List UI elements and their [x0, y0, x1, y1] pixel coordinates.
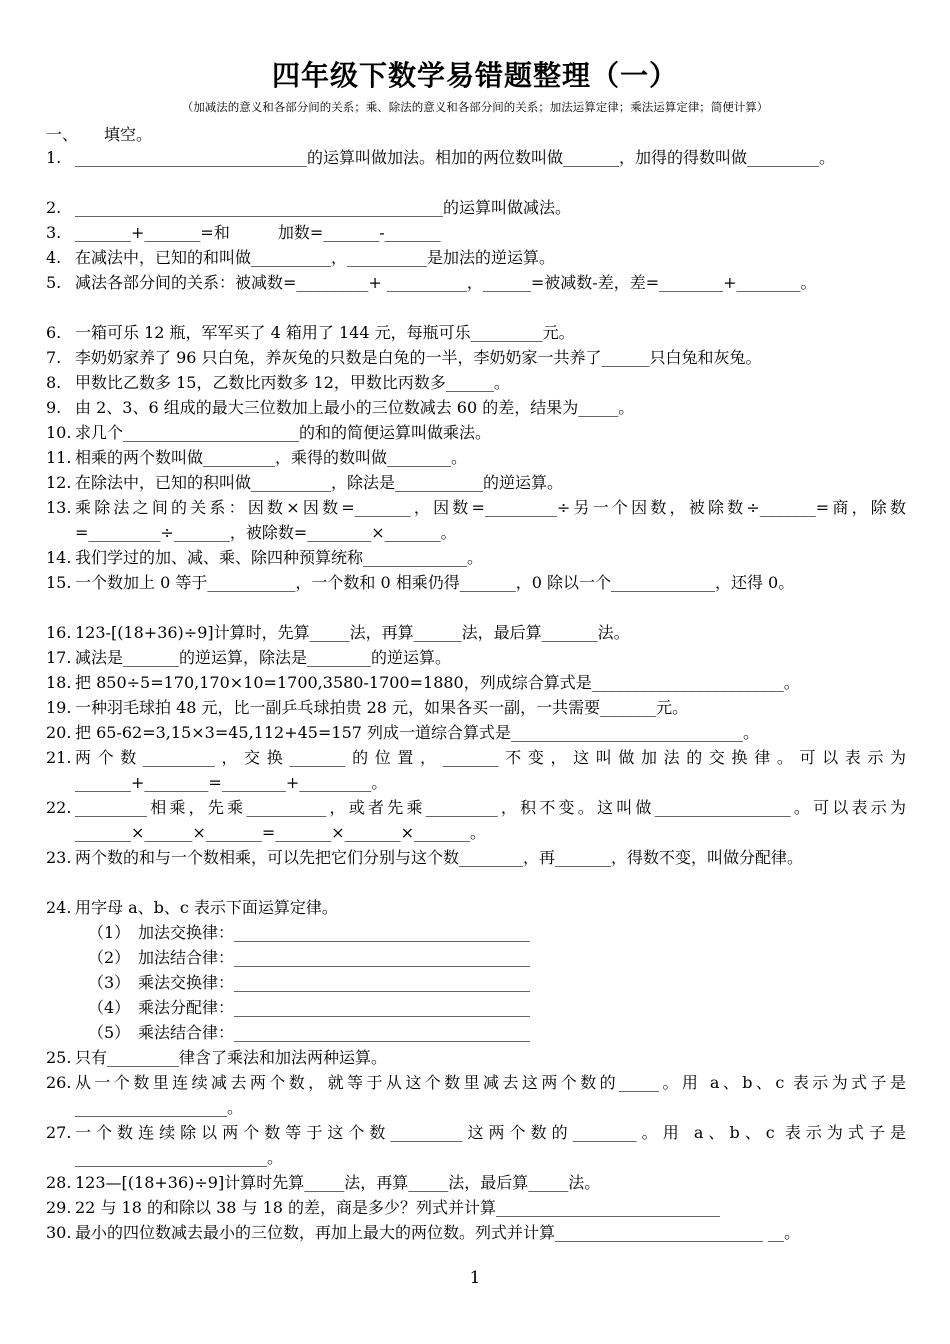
question-text: 在减法中，已知的和叫做__________，__________是加法的逆运算。 — [75, 248, 556, 267]
question-number: 12. — [46, 473, 72, 492]
question-number: 24. — [46, 898, 72, 917]
question-3 — [46, 220, 906, 245]
question-text: 求几个______________________的和的简便运算叫做乘法。 — [75, 423, 492, 442]
question-text: 123—[(18+36)÷9]计算时先算_____法，再算_____法，最后算_____法。 — [75, 1173, 601, 1192]
question-8 — [46, 370, 906, 395]
law-text: 加法交换律：_____________________________________ — [138, 923, 531, 942]
law-index: （2） — [88, 948, 131, 967]
question-number: 3. — [46, 223, 62, 242]
question-number: 19. — [46, 698, 72, 717]
question-22 — [46, 795, 906, 845]
law-item-4 — [88, 995, 530, 1020]
question-29 — [46, 1195, 906, 1220]
section-label: 填空。 — [104, 125, 153, 144]
question-text: 由 2、3、6 组成的最大三位数加上最小的三位数减去 60 的差，结果为_____。 — [75, 398, 635, 417]
question-text: 只有_________律含了乘法和加法两种运算。 — [75, 1048, 388, 1067]
question-number: 15. — [46, 573, 72, 592]
question-number: 1. — [46, 148, 62, 167]
question-5 — [46, 270, 906, 295]
question-14 — [46, 545, 906, 570]
question-24 — [46, 895, 906, 920]
law-index: （4） — [88, 998, 131, 1017]
question-text: 123-[(18+36)÷9]计算时，先算_____法，再算______法，最后算_______法。 — [75, 623, 630, 642]
question-text: 甲数比乙数多 15，乙数比丙数多 12，甲数比丙数多______。 — [75, 373, 510, 392]
question-text: 最小的四位数减去最小的三位数，再加上最大的两位数。列式并计算__________________________ __。 — [75, 1223, 801, 1242]
question-number: 28. — [46, 1173, 72, 1192]
question-30 — [46, 1220, 906, 1245]
question-19 — [46, 695, 906, 720]
question-number: 6. — [46, 323, 62, 342]
question-2 — [46, 195, 906, 220]
question-text: 一箱可乐 12 瓶，军军买了 4 箱用了 144 元，每瓶可乐_________元。 — [75, 323, 575, 342]
law-item-1 — [88, 920, 530, 945]
question-number: 8. — [46, 373, 62, 392]
question-number: 10. — [46, 423, 72, 442]
question-text: ______________________________________________的运算叫做减法。 — [75, 198, 572, 217]
question-number: 9. — [46, 398, 62, 417]
question-number: 4. — [46, 248, 62, 267]
question-number: 18. — [46, 673, 72, 692]
question-text: 用字母 a、b、c 表示下面运算定律。 — [75, 898, 338, 917]
question-27 — [46, 1120, 906, 1170]
question-text: 两个数_________，交换_______的位置，_______不变，这叫做加法的交换律。可以表示为_______+________=________+_________。 — [75, 748, 906, 792]
question-12 — [46, 470, 906, 495]
question-text: 乘除法之间的关系：因数×因数=_______，因数=_________÷另一个因数，被除数÷_______=商，除数=_________÷_______，被除数=________×_______。 — [75, 498, 906, 542]
question-15 — [46, 570, 906, 595]
question-text: 两个数的和与一个数相乘，可以先把它们分别与这个数________，再_______，得数不变，叫做分配律。 — [75, 848, 804, 867]
question-number: 21. — [46, 748, 72, 767]
question-text: 在除法中，已知的积叫做__________，除法是___________的逆运算。 — [75, 473, 564, 492]
question-9 — [46, 395, 906, 420]
question-4 — [46, 245, 906, 270]
law-index: （1） — [88, 923, 131, 942]
question-text: 相乘的两个数叫做_________，乘得的数叫做________。 — [75, 448, 468, 467]
question-text: 一种羽毛球拍 48 元，比一副乒乓球拍贵 28 元，如果各买一副，一共需要_______元。 — [75, 698, 689, 717]
question-20 — [46, 720, 906, 745]
question-number: 25. — [46, 1048, 72, 1067]
question-16 — [46, 620, 906, 645]
law-text: 加法结合律：_____________________________________ — [138, 948, 531, 967]
law-text: 乘法分配律：_____________________________________ — [138, 998, 531, 1017]
question-text: 一个数连续除以两个数等于这个数_________这两个数的________。用 a、b、c 表示为式子是________________________。 — [75, 1123, 906, 1167]
question-7 — [46, 345, 906, 370]
question-text: 减法各部分间的关系：被减数=_________+ __________，______=被减数-差，差=________+________。 — [75, 273, 817, 292]
question-13 — [46, 495, 906, 545]
question-number: 7. — [46, 348, 62, 367]
question-text: _______+_______=和 加数=_______-_______ — [75, 223, 441, 242]
question-1 — [46, 145, 906, 170]
question-number: 2. — [46, 198, 62, 217]
question-text: 减法是_______的逆运算，除法是________的逆运算。 — [75, 648, 452, 667]
question-number: 23. — [46, 848, 72, 867]
question-21 — [46, 745, 906, 795]
law-index: （3） — [88, 973, 131, 992]
law-text: 乘法交换律：_____________________________________ — [138, 973, 531, 992]
question-number: 14. — [46, 548, 72, 567]
question-number: 16. — [46, 623, 72, 642]
section-heading — [46, 122, 152, 145]
question-number: 13. — [46, 498, 72, 517]
question-number: 29. — [46, 1198, 72, 1217]
section-number: 一、 — [46, 125, 79, 144]
question-text: 从一个数里连续减去两个数，就等于从这个数里减去这两个数的_____。用 a、b、c 表示为式子是___________________。 — [75, 1073, 906, 1117]
question-text: 我们学过的加、减、乘、除四种预算统称_____________。 — [75, 548, 484, 567]
question-number: 20. — [46, 723, 72, 742]
law-item-5 — [88, 1020, 530, 1045]
law-index: （5） — [88, 1023, 131, 1042]
question-text: 把 65-62=3,15×3=45,112+45=157 列成一道综合算式是_____________________________。 — [75, 723, 760, 742]
question-28 — [46, 1170, 906, 1195]
question-text: 一个数加上 0 等于___________，一个数和 0 相乘仍得_______，0 除以一个_____________，还得 0。 — [75, 573, 795, 592]
question-text: _________相乘，先乘__________，或者先乘_________，积不变。这叫做_________________。可以表示为_______×______×_______=_______×_______×_______。 — [75, 798, 906, 842]
question-6 — [46, 320, 906, 345]
question-11 — [46, 445, 906, 470]
question-26 — [46, 1070, 906, 1120]
question-text: 把 850÷5=170,170×10=1700,3580-1700=1880，列成综合算式是________________________。 — [75, 673, 800, 692]
page-subtitle: （加减法的意义和各部分间的关系；乘、除法的意义和各部分间的关系；加法运算定律；乘法运算定律；简便计算） — [181, 100, 769, 114]
question-number: 27. — [46, 1123, 72, 1142]
question-number: 30. — [46, 1223, 72, 1242]
question-text: 22 与 18 的和除以 38 与 18 的差，商是多少？列式并计算____________________________ — [75, 1198, 721, 1217]
question-number: 5. — [46, 273, 62, 292]
question-10 — [46, 420, 906, 445]
page-title: 四年级下数学易错题整理（一） — [271, 59, 678, 92]
question-number: 26. — [46, 1073, 72, 1092]
law-item-3 — [88, 970, 530, 995]
law-item-2 — [88, 945, 530, 970]
question-25 — [46, 1045, 906, 1070]
question-18 — [46, 670, 906, 695]
question-number: 17. — [46, 648, 72, 667]
question-number: 22. — [46, 798, 72, 817]
question-23 — [46, 845, 906, 870]
question-number: 11. — [46, 448, 72, 467]
page-number: 1 — [469, 1268, 481, 1288]
question-text: _____________________________的运算叫做加法。相加的两位数叫做_______，加得的得数叫做_________。 — [75, 148, 836, 167]
question-17 — [46, 645, 906, 670]
law-text: 乘法结合律：_____________________________________ — [138, 1023, 531, 1042]
question-text: 李奶奶家养了 96 只白兔，养灰兔的只数是白兔的一半，李奶奶家一共养了______只白兔和灰兔。 — [75, 348, 762, 367]
